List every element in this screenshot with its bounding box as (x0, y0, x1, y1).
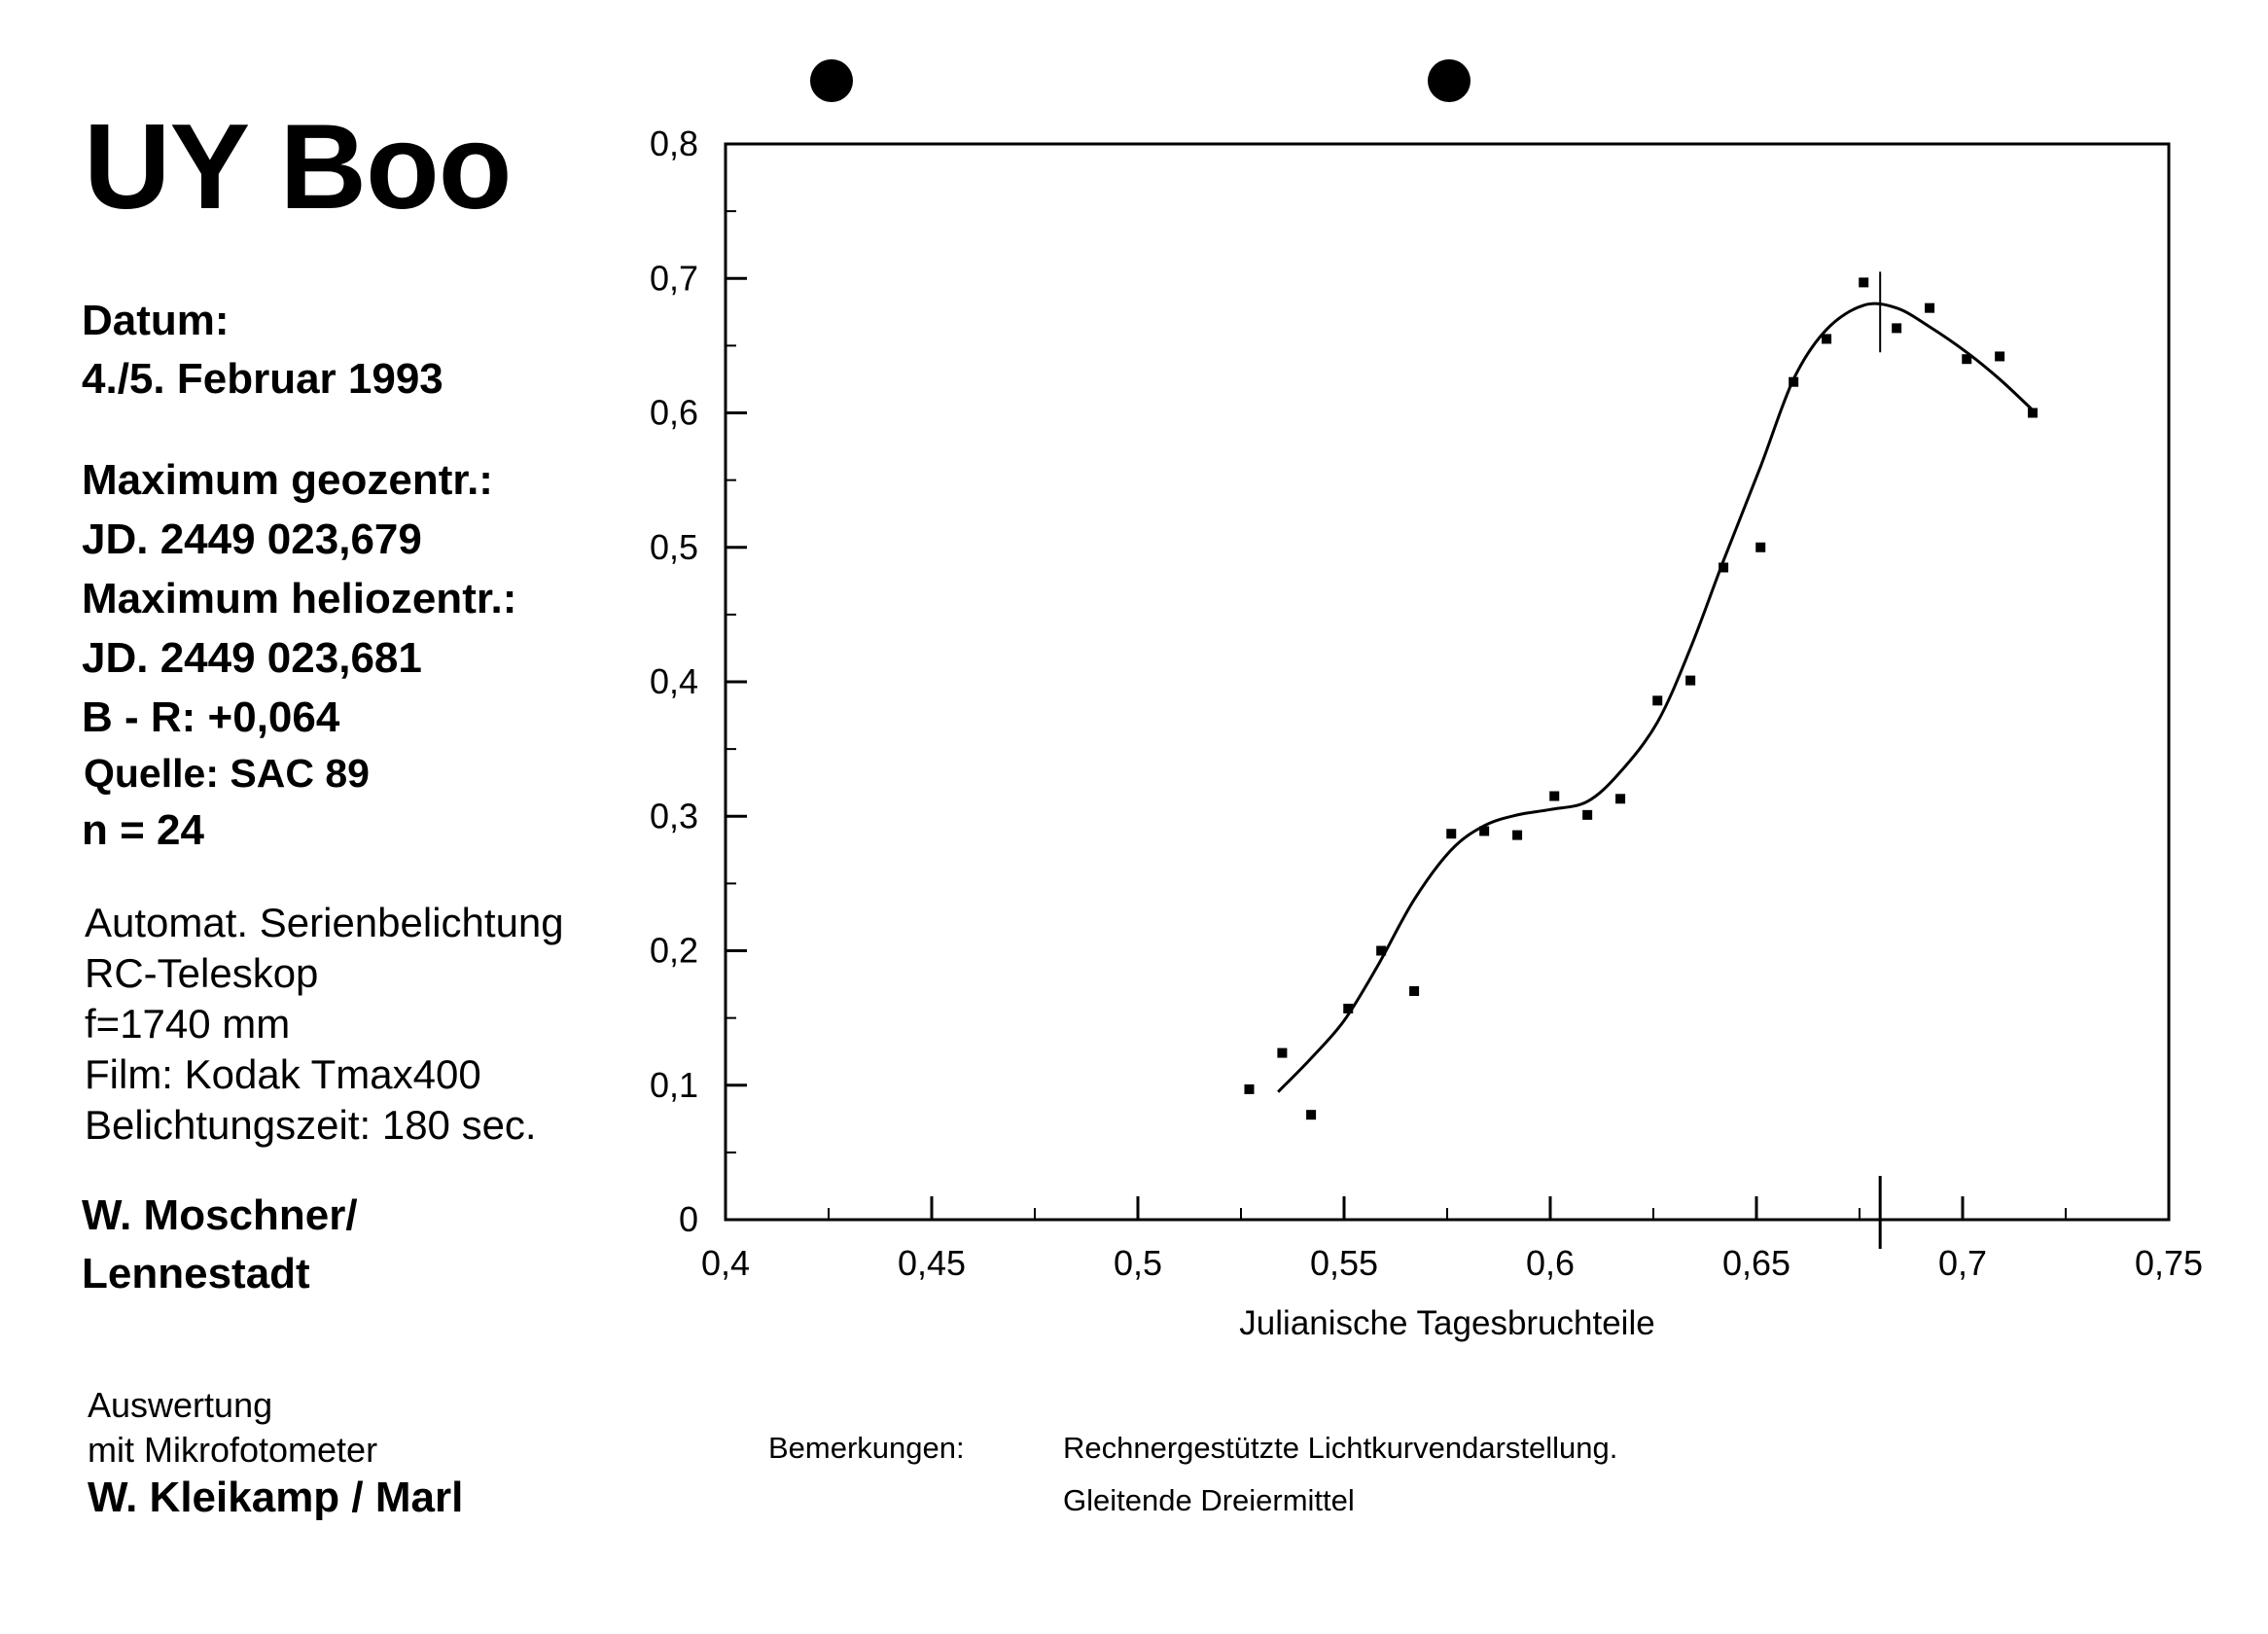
y-tick-label: 0,7 (649, 258, 698, 299)
equipment-line: RC-Teleskop (85, 950, 319, 996)
data-point (1652, 695, 1662, 705)
data-point (1582, 810, 1592, 820)
data-point (1244, 1084, 1254, 1094)
evaluation-name: W. Kleikamp / Marl (88, 1474, 464, 1521)
max-geo-value: JD. 2449 023,679 (82, 515, 422, 563)
data-point (1446, 829, 1456, 838)
remarks-label: Bemerkungen: (768, 1431, 965, 1465)
punch-hole (810, 59, 853, 102)
equipment-line: Belichtungszeit: 180 sec. (85, 1102, 537, 1148)
max-geo-label: Maximum geozentr.: (82, 456, 493, 504)
data-point (1719, 562, 1728, 572)
equipment-line: Film: Kodak Tmax400 (85, 1051, 481, 1097)
data-point (1343, 1004, 1353, 1013)
observer-line1: W. Moschner/ (82, 1191, 358, 1239)
observer-line2: Lennestadt (82, 1250, 310, 1297)
datum-label: Datum: (82, 297, 230, 344)
x-tick-label: 0,55 (1309, 1243, 1379, 1283)
punch-hole (1428, 59, 1471, 102)
evaluation-line2: mit Mikrofotometer (88, 1430, 378, 1470)
data-point (1685, 676, 1695, 686)
equipment-line: Automat. Serienbelichtung (85, 900, 564, 945)
data-point (1549, 792, 1559, 801)
remarks-line2: Gleitende Dreiermittel (1063, 1483, 1355, 1517)
equipment-line: f=1740 mm (85, 1001, 291, 1047)
x-tick-label: 0,4 (700, 1243, 751, 1283)
x-tick-label: 0,45 (897, 1243, 967, 1283)
data-point (1859, 277, 1868, 287)
data-point (1376, 946, 1386, 956)
data-point (1822, 334, 1831, 343)
y-tick-label: 0,4 (649, 661, 698, 701)
y-tick-label: 0 (678, 1199, 698, 1239)
data-point (1755, 543, 1765, 552)
data-point (1789, 377, 1798, 387)
y-tick-label: 0,1 (649, 1064, 698, 1105)
max-helio-label: Maximum heliozentr.: (82, 575, 517, 622)
x-tick-label: 0,7 (1937, 1243, 1988, 1283)
max-helio-value: JD. 2449 023,681 (82, 634, 422, 682)
x-tick-label: 0,65 (1721, 1243, 1791, 1283)
data-point (1995, 351, 2004, 361)
remarks-line1: Rechnergestützte Lichtkurvendarstellung. (1063, 1431, 1618, 1465)
evaluation-line1: Auswertung (88, 1385, 273, 1425)
data-point (1615, 794, 1625, 803)
plot-frame (726, 144, 2169, 1220)
data-point (1277, 1048, 1287, 1058)
y-tick-label: 0,5 (649, 526, 698, 567)
y-tick-label: 0,3 (649, 796, 698, 836)
n-count: n = 24 (82, 806, 204, 854)
y-tick-label: 0,2 (649, 930, 698, 971)
quelle: Quelle: SAC 89 (84, 751, 370, 796)
data-point (1479, 826, 1489, 835)
data-point (1962, 354, 1971, 364)
b-r-value: B - R: +0,064 (82, 693, 340, 741)
star-name: UY Boo (84, 100, 512, 234)
data-point (1409, 986, 1419, 996)
data-point (1892, 323, 1901, 333)
x-tick-label: 0,75 (2134, 1243, 2204, 1283)
x-tick-label: 0,6 (1525, 1243, 1576, 1283)
x-axis-label: Julianische Tagesbruchteile (1239, 1304, 1655, 1342)
x-tick-label: 0,5 (1113, 1243, 1163, 1283)
y-tick-label: 0,8 (649, 124, 698, 163)
data-point (1925, 303, 1934, 313)
data-point (2028, 408, 2038, 418)
data-point (1512, 831, 1522, 840)
y-tick-label: 0,6 (649, 392, 698, 433)
data-point (1306, 1110, 1316, 1119)
datum-value: 4./5. Februar 1993 (82, 355, 443, 403)
